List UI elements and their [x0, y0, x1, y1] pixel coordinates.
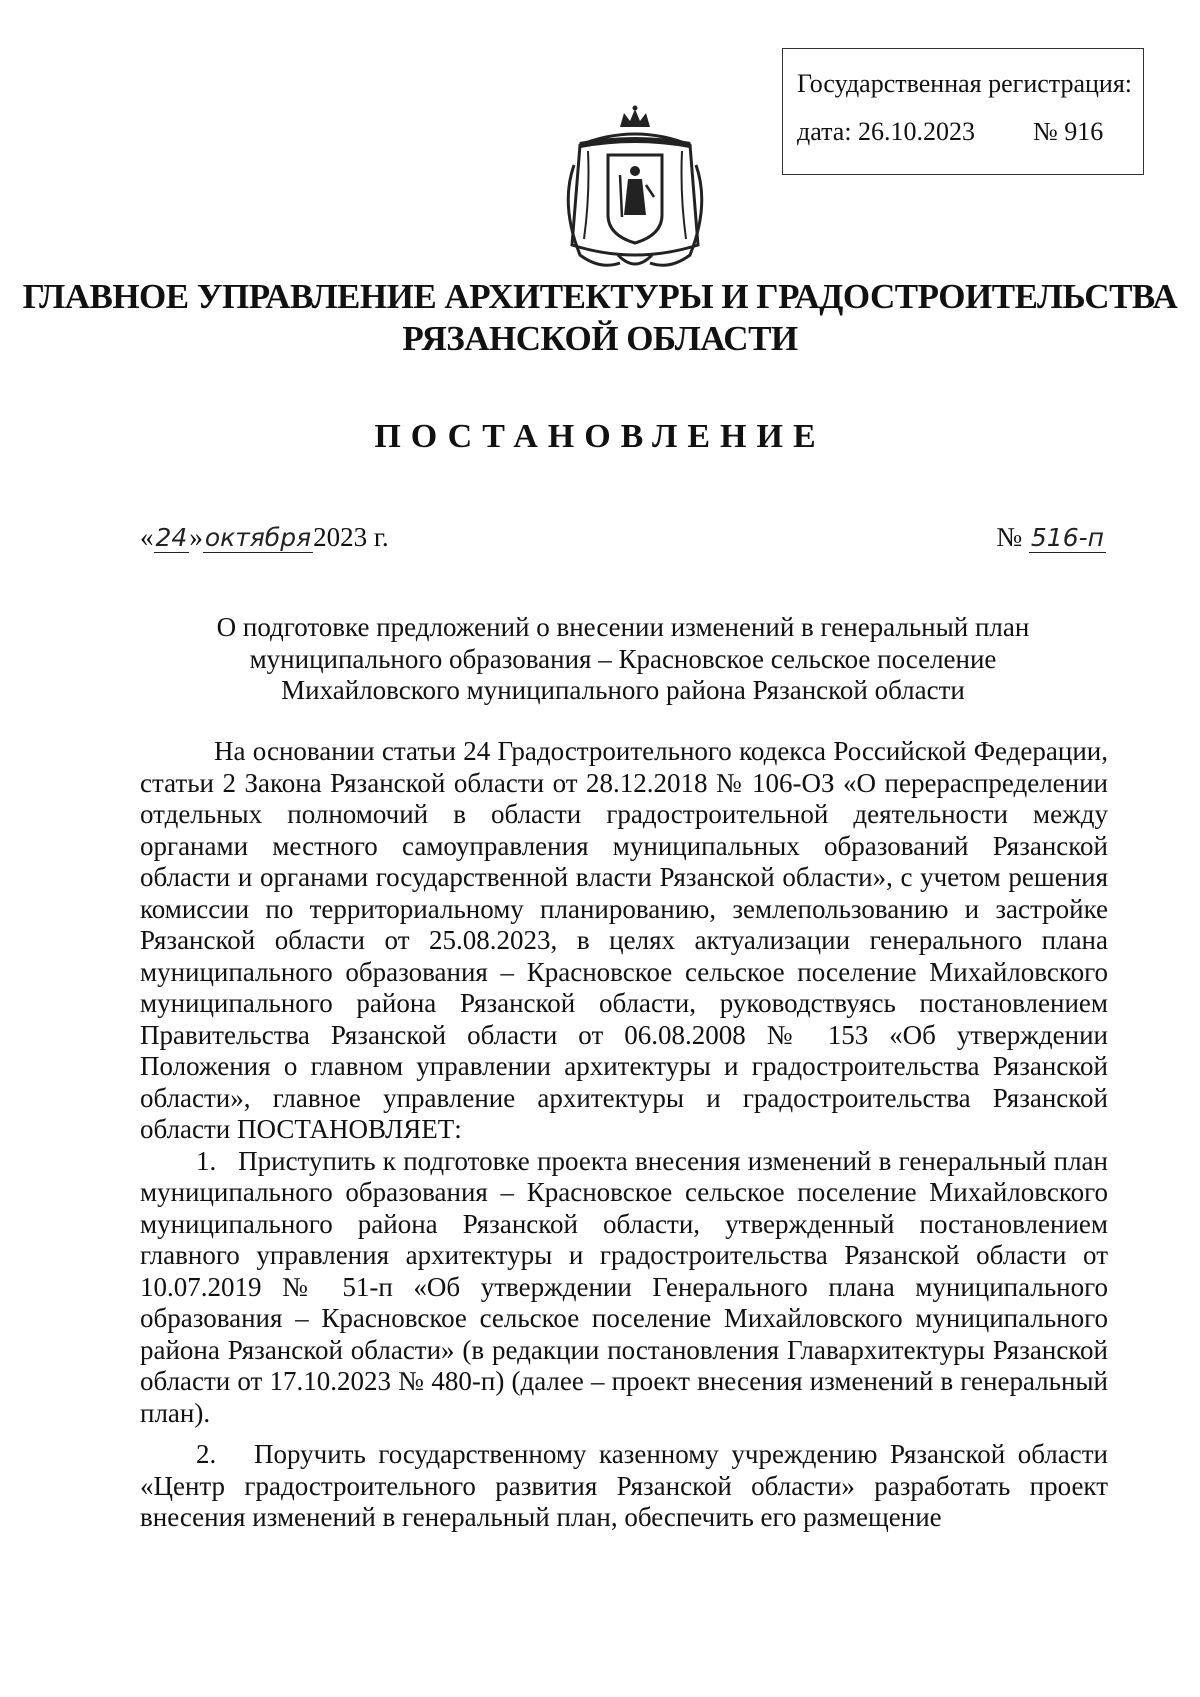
number-prefix: № [996, 522, 1023, 552]
item-2-paragraph: 2. Поручить государственному казенному учреждению Рязанской области «Центр градостроительного развития Рязанской области» разработать проект внесения изменений в генеральный план, обеспечить его размещение [140, 1439, 1108, 1532]
date-open-quote: « [140, 522, 154, 552]
subject-line-1: О подготовке предложений о внесении изменений в генеральный план [216, 612, 1030, 642]
subject-line-2: муниципального образования – Красновское сельское поселение [249, 643, 997, 674]
registration-stamp [782, 48, 1144, 175]
document-body [140, 736, 1108, 1534]
organization-line-2: РЯЗАНСКОЙ ОБЛАСТИ [402, 319, 798, 358]
date-close-quote: » [189, 522, 203, 552]
document-number [996, 522, 1106, 553]
item-1-paragraph: 1. Приступить к подготовке проекта внесения изменений в генеральный план муниципального образования – Красновское сельское поселение Михайловского муниципального района Рязанской области, утвержденный постановлением главного управления архитектуры и градостроительства Рязанской области от 10.07.2019 № 51-п «Об утверждении Генерального плана муниципального образования – Красновское сельское поселение Михайловского муниципального района Рязанской области» (в редакции постановления Главархитектуры Рязанской области от 17.10.2023 № 480-п) (далее – проект внесения изменений в генеральный план). [140, 1145, 1108, 1428]
date-month: октября [204, 523, 312, 552]
number-value: 516-п [1030, 523, 1104, 552]
organization-name [0, 276, 1200, 360]
subject-line-3: Михайловского муниципального района Рязанской области [281, 675, 965, 705]
coat-of-arms-icon [560, 105, 710, 275]
registration-title: Государственная регистрация: [797, 69, 1133, 98]
date-year: 2023 г. [313, 522, 389, 552]
registration-date: дата: 26.10.2023 [797, 117, 976, 146]
preamble-paragraph: На основании статьи 24 Градостроительного кодекса Российской Федерации, статьи 2 Закона Рязанской области от 28.12.2018 № 106-ОЗ «О перераспределении отдельных полномочий в области градостроительной деятельности между органами местного самоуправления муниципальных образований Рязанской области и органами государственной власти Рязанской области», с учетом решения комиссии по территориальному планированию, землепользованию и застройке Рязанской области от 25.08.2023, в целях актуализации генерального плана муниципального образования – Красновское сельское поселение Михайловского муниципального района Рязанской области, руководствуясь постановлением Правительства Рязанской области от 06.08.2008 № 153 «Об утверждении Положения о главном управлении архитектуры и градостроительства Рязанской области», главное управление архитектуры и градостроительства Рязанской области ПОСТАНОВЛЯЕТ: [140, 736, 1108, 1144]
document-subject [140, 612, 1106, 707]
document-type: ПОСТАНОВЛЕНИЕ [374, 418, 826, 455]
date-day: 24 [155, 523, 188, 552]
registration-number: № 916 [1033, 117, 1104, 146]
document-date [140, 522, 389, 553]
organization-line-1: ГЛАВНОЕ УПРАВЛЕНИЕ АРХИТЕКТУРЫ И ГРАДОСТРОИТЕЛЬСТВА [22, 277, 1178, 316]
